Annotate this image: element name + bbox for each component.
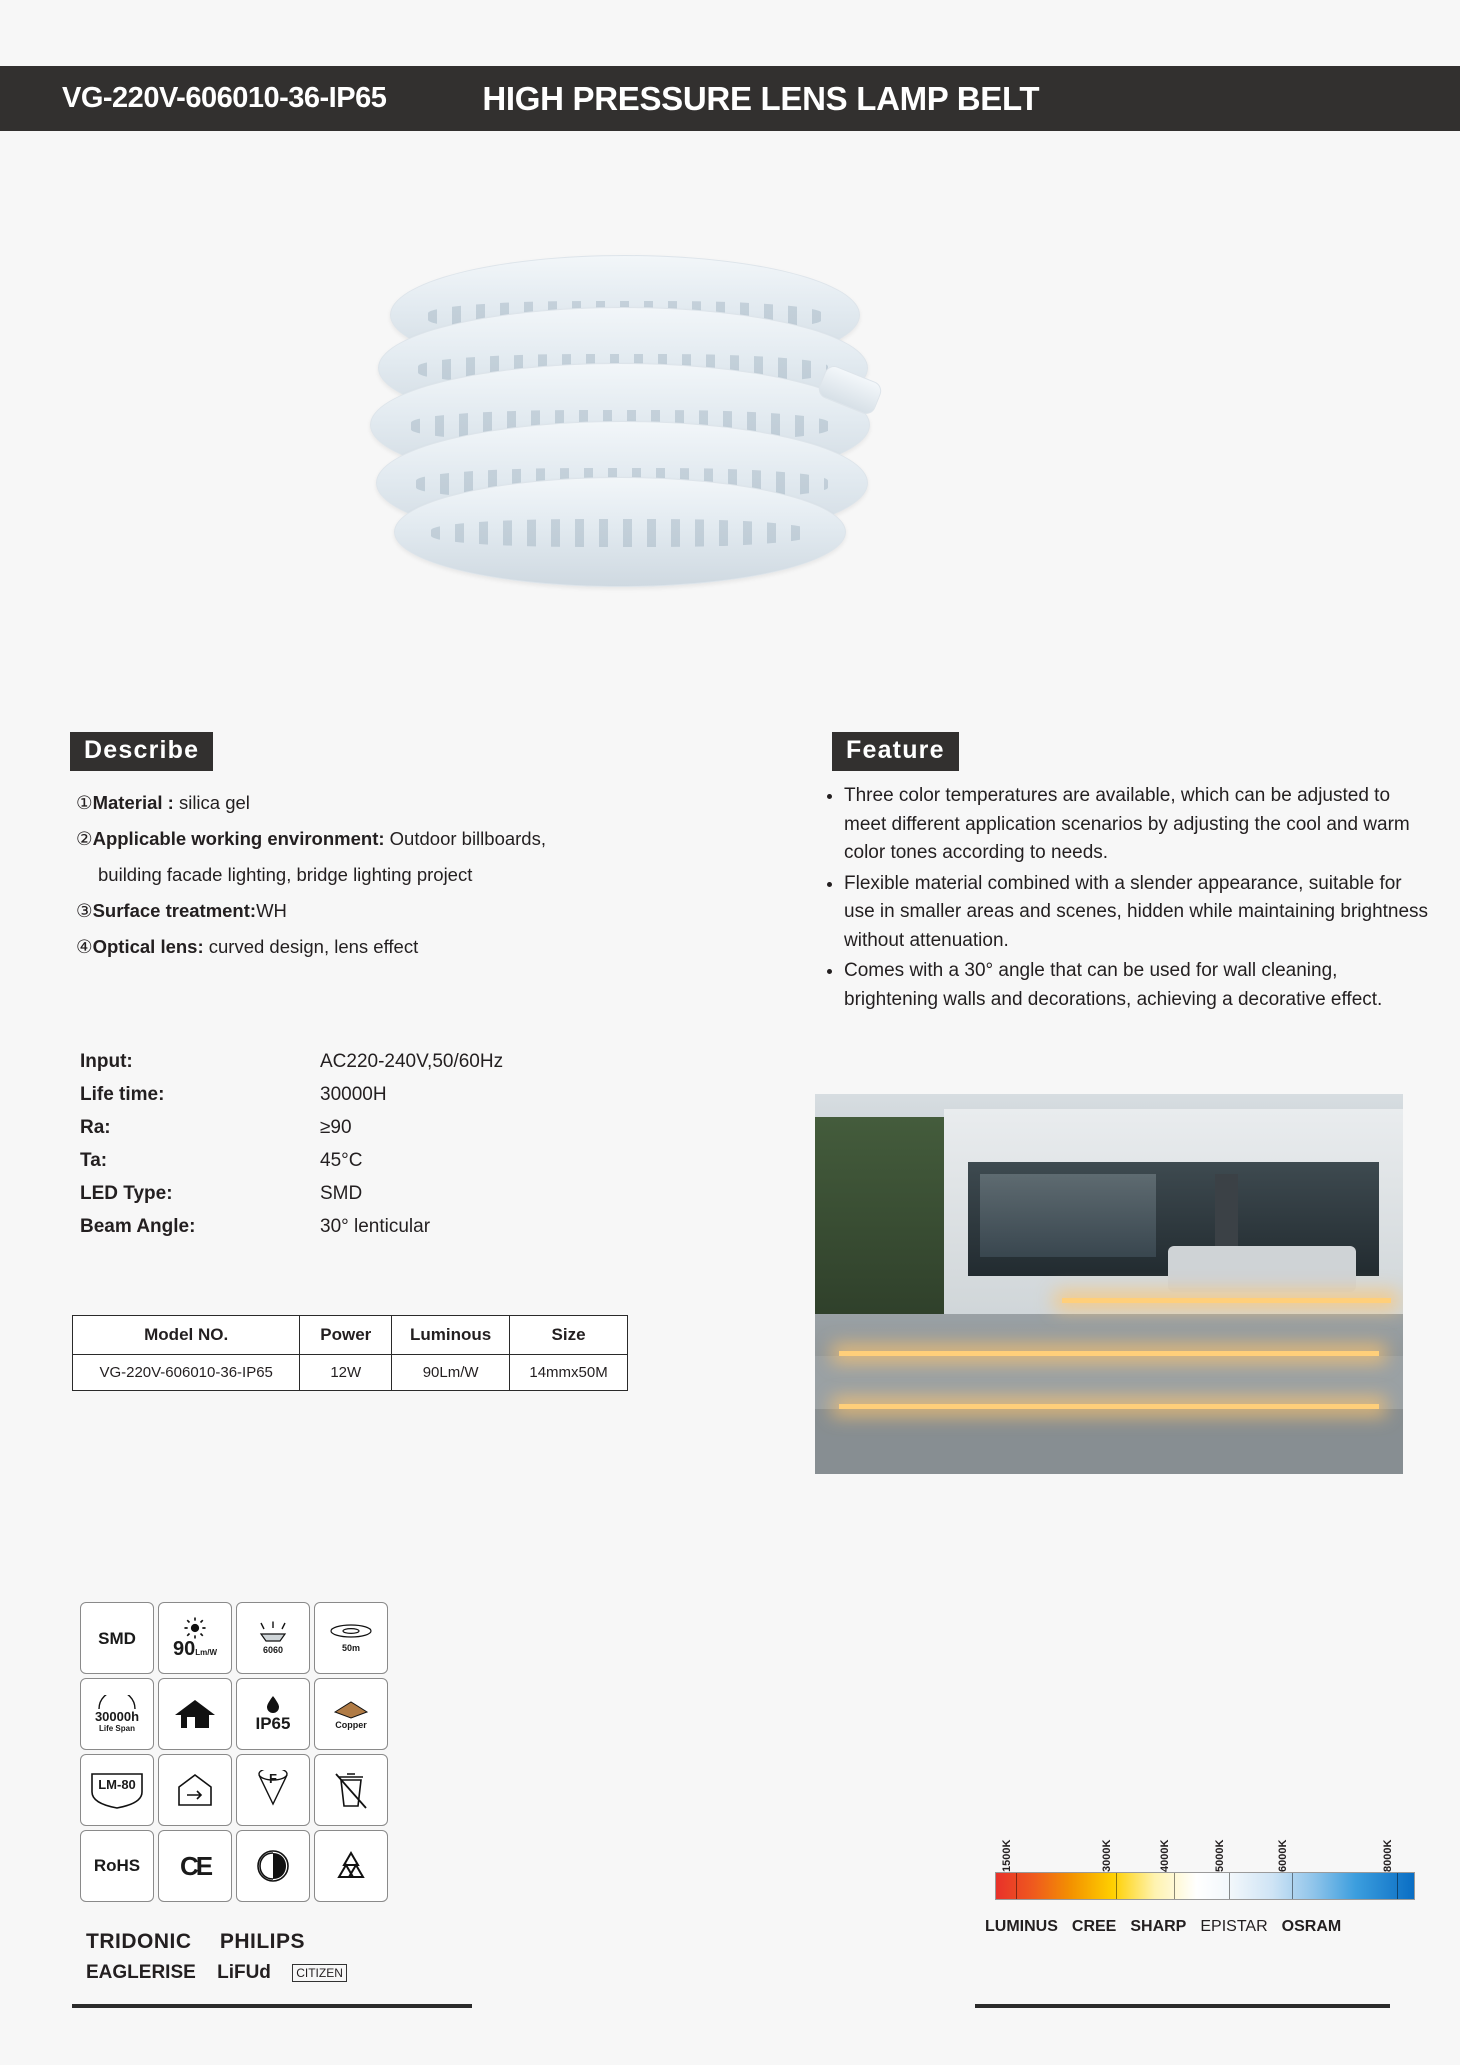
spec-key-input: Input: — [80, 1051, 133, 1072]
spec-key-beamangle: Beam Angle: — [80, 1216, 196, 1237]
spec-row-ta — [80, 1144, 600, 1177]
spec-row-ledtype — [80, 1177, 600, 1210]
describe-heading: Describe — [70, 732, 213, 771]
brand-philips: PHILIPS — [219, 1930, 306, 1953]
describe-list — [76, 785, 736, 965]
cct-label-8000k: 8000K — [1382, 1839, 1394, 1872]
feature-item-3: • Comes with a 30° angle that can be used for wall cleaning, brightening walls and decorations, achieving a decorative effect. — [844, 957, 1430, 1014]
f-mark-icon: F — [236, 1754, 310, 1826]
brand-cree: CREE — [1071, 1918, 1117, 1935]
describe-item-1 — [76, 785, 736, 821]
spec-key-ta: Ta: — [80, 1150, 108, 1171]
color-temperature-scale — [995, 1812, 1415, 1900]
spec-value-ra: ≥90 — [320, 1117, 352, 1138]
spec-row-beamangle — [80, 1210, 600, 1243]
spec-value-lifetime: 30000H — [320, 1084, 387, 1105]
table-row — [73, 1355, 628, 1391]
mounting-surface-icon — [158, 1754, 232, 1826]
table-header-row — [73, 1316, 628, 1355]
brand-eaglerise: EAGLERISE — [86, 1962, 196, 1983]
describe-item-2-num: ② — [76, 828, 93, 849]
spec-row-input — [80, 1045, 600, 1078]
describe-item-4 — [76, 929, 736, 965]
footer-rule-right — [975, 2004, 1390, 2008]
certification-icon-grid — [80, 1602, 388, 1902]
ip65-icon: IP65 — [236, 1678, 310, 1750]
describe-item-3-num: ③ — [76, 900, 93, 921]
table-header-luminous: Luminous — [392, 1316, 510, 1355]
page-header — [0, 66, 1460, 131]
describe-item-1-label: Material : — [92, 792, 179, 813]
cct-label-1500k: 1500K — [1001, 1839, 1013, 1872]
lm80-icon: LM-80 — [80, 1754, 154, 1826]
describe-item-3 — [76, 893, 736, 929]
weee-icon — [314, 1754, 388, 1826]
reel-length-icon: 50m — [314, 1602, 388, 1674]
cct-label-6000k: 6000K — [1277, 1839, 1289, 1872]
spec-value-ledtype: SMD — [320, 1183, 363, 1204]
brand-citizen: CITIZEN — [292, 1964, 347, 1982]
describe-item-1-num: ① — [76, 792, 93, 813]
cct-label-5000k: 5000K — [1214, 1839, 1226, 1872]
table-cell-luminous: 90Lm/W — [392, 1355, 510, 1391]
spec-value-input: AC220-240V,50/60Hz — [320, 1051, 504, 1072]
application-photo — [815, 1094, 1403, 1474]
spec-key-ra: Ra: — [80, 1117, 111, 1138]
copper-icon: Copper — [314, 1678, 388, 1750]
efficacy-icon: 90Lm/W — [158, 1602, 232, 1674]
cct-label-3000k: 3000K — [1101, 1839, 1113, 1872]
describe-item-2-value: Outdoor billboards, — [389, 828, 546, 849]
cct-gradient-bar — [995, 1872, 1415, 1900]
brand-tridonic: TRIDONIC — [86, 1930, 192, 1953]
table-header-model: Model NO. — [73, 1316, 300, 1355]
led-chip-size-icon: 6060 — [236, 1602, 310, 1674]
page-title: HIGH PRESSURE LENS LAMP BELT — [482, 79, 1040, 117]
describe-item-4-label: Optical lens: — [92, 936, 209, 957]
brand-sharp: SHARP — [1130, 1918, 1187, 1935]
brand-lifud: LiFUd — [217, 1962, 271, 1983]
footer-rule-left — [72, 2004, 472, 2008]
table-cell-model: VG-220V-606010-36-IP65 — [73, 1355, 300, 1391]
spec-row-lifetime — [80, 1078, 600, 1111]
table-header-size: Size — [510, 1316, 628, 1355]
product-image — [370, 245, 1050, 605]
header-model-number: VG-220V-606010-36-IP65 — [62, 82, 387, 114]
describe-item-4-num: ④ — [76, 936, 93, 957]
spec-list — [80, 1045, 600, 1243]
spec-value-ta: 45°C — [320, 1150, 363, 1171]
describe-item-4-value: curved design, lens effect — [208, 936, 419, 957]
rohs-icon: RoHS — [80, 1830, 154, 1902]
brand-epistar: EPISTAR — [1200, 1918, 1268, 1935]
describe-item-3-value: WH — [256, 900, 287, 921]
spec-value-beamangle: 30° lenticular — [320, 1216, 431, 1237]
brand-luminus: LUMINUS — [985, 1918, 1058, 1935]
cct-label-4000k: 4000K — [1159, 1839, 1171, 1872]
feature-item-2: • Flexible material combined with a slender appearance, suitable for use in smaller areas and scenes, hidden while maintaining brightness without attenuation. — [844, 870, 1430, 956]
recycling-mobius-icon — [314, 1830, 388, 1902]
feature-heading: Feature — [832, 732, 959, 771]
table-cell-size: 14mmx50M — [510, 1355, 628, 1391]
recycle-arrows-icon — [236, 1830, 310, 1902]
chip-brand-logos — [985, 1918, 1405, 1936]
ce-icon: CE — [158, 1830, 232, 1902]
table-cell-power: 12W — [300, 1355, 392, 1391]
indoor-outdoor-house-icon — [158, 1678, 232, 1750]
describe-item-2 — [76, 821, 736, 893]
smd-icon: SMD — [80, 1602, 154, 1674]
feature-list — [818, 782, 1430, 1016]
describe-item-2-continued: building facade lighting, bridge lighting project — [98, 864, 473, 885]
spec-row-ra — [80, 1111, 600, 1144]
describe-item-1-value: silica gel — [178, 792, 250, 813]
lifespan-icon: 30000h Life Span — [80, 1678, 154, 1750]
brand-osram: OSRAM — [1281, 1918, 1342, 1935]
spec-key-ledtype: LED Type: — [80, 1183, 173, 1204]
driver-brand-logos — [86, 1930, 406, 1984]
model-table — [72, 1315, 628, 1391]
describe-item-2-label: Applicable working environment: — [92, 828, 390, 849]
describe-item-3-label: Surface treatment: — [92, 900, 257, 921]
feature-item-1: • Three color temperatures are available, which can be adjusted to meet different application scenarios by adjusting the cool and warm color tones according to needs. — [844, 782, 1430, 868]
spec-key-lifetime: Life time: — [80, 1084, 165, 1105]
table-header-power: Power — [300, 1316, 392, 1355]
